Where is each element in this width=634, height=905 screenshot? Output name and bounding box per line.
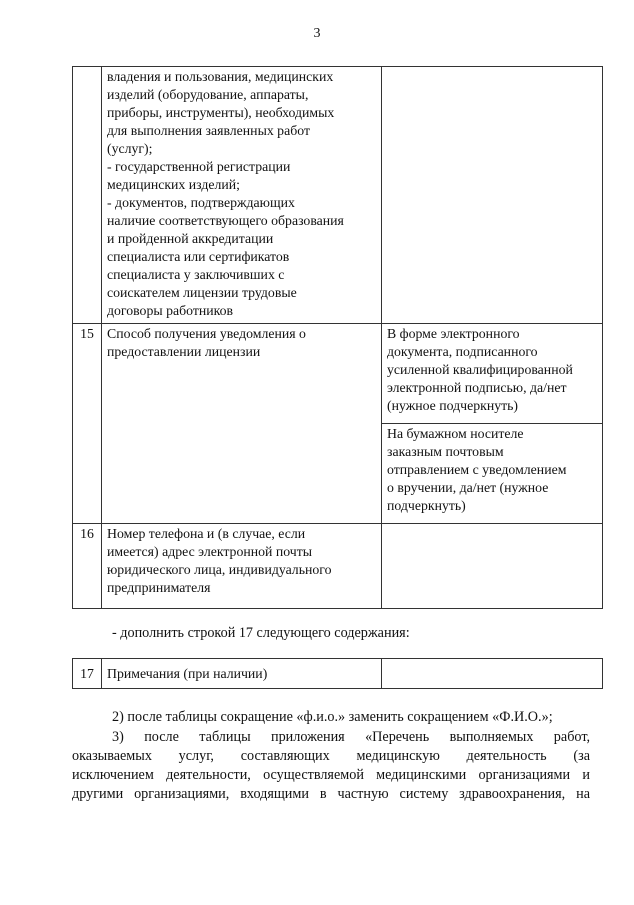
text-line: приборы, инструменты), необходимых [107,105,335,120]
text-line: юридического лица, индивидуального [107,562,332,577]
text-line: заказным почтовым [387,444,504,459]
row-label-cell [102,524,382,609]
option-paper-cell [382,424,603,524]
text-line: подчеркнуть) [387,498,466,513]
text-line: В форме электронного [387,326,520,341]
paragraph-2: 2) после таблицы сокращение «ф.и.о.» заменить сокращением «Ф.И.О.»; [112,709,553,725]
row-label-cell [102,324,382,524]
text-line: специалиста у заключивших с [107,267,285,282]
text-line: документа, подписанного [387,344,538,359]
text-line: изделий (оборудование, аппараты, [107,87,309,102]
text-line: владения и пользования, медицинских [107,69,334,84]
text-line: имеется) адрес электронной почты [107,544,313,559]
table-row-16 [73,524,603,609]
row-value-cell [382,524,603,609]
paragraph-3 [72,728,590,804]
row-label-cell: Примечания (при наличии) [102,659,382,689]
row-number-cell [73,67,102,324]
text-line: Номер телефона и (в случае, если [107,526,306,541]
table-row-17 [73,659,603,689]
text-line: наличие соответствующего образования [107,213,344,228]
add-row-instruction: - дополнить строкой 17 следующего содержания: [112,625,410,641]
text-line: усиленной квалифицированной [387,362,573,377]
text-line: (нужное подчеркнуть) [387,398,519,413]
text-line: (услуг); [107,141,153,156]
text-line: 3) после таблицы приложения «Перечень выполняемых работ, [112,729,590,745]
text-line: оказываемых услуг, составляющих медицинскую деятельность (за [72,748,590,764]
text-line: медицинских изделий; [107,177,240,192]
row-number-cell: 17 [73,659,102,689]
row-value-cell [382,659,603,689]
text-line: На бумажном носителе [387,426,524,441]
license-application-table [72,66,603,609]
text-line: электронной подписью, да/нет [387,380,567,395]
text-line: предпринимателя [107,580,211,595]
row-number-cell: 16 [73,524,102,609]
text-line: другими организациями, входящими в частную систему здравоохранения, на [72,786,590,802]
option-electronic-cell [382,324,603,424]
text-line: исключением деятельности, осуществляемой медицинскими организациями и [72,767,590,783]
page-number: 3 [313,26,321,41]
text-line: и пройденной аккредитации [107,231,274,246]
row-17-table [72,658,603,689]
text-line: для выполнения заявленных работ [107,123,310,138]
text-line: Способ получения уведомления о [107,326,306,341]
text-line: о вручении, да/нет (нужное [387,480,549,495]
row-value-cell [382,67,603,324]
row-label-cell [102,67,382,324]
text-line: специалиста или сертификатов [107,249,290,264]
row-number-cell: 15 [73,324,102,524]
table-row-continued [73,67,603,324]
table-row-15 [73,324,603,424]
text-line: отправлением с уведомлением [387,462,567,477]
text-line: договоры работников [107,303,234,318]
text-line: соискателем лицензии трудовые [107,285,297,300]
text-line: предоставлении лицензии [107,344,261,359]
text-line: - документов, подтверждающих [107,195,295,210]
text-line: - государственной регистрации [107,159,291,174]
